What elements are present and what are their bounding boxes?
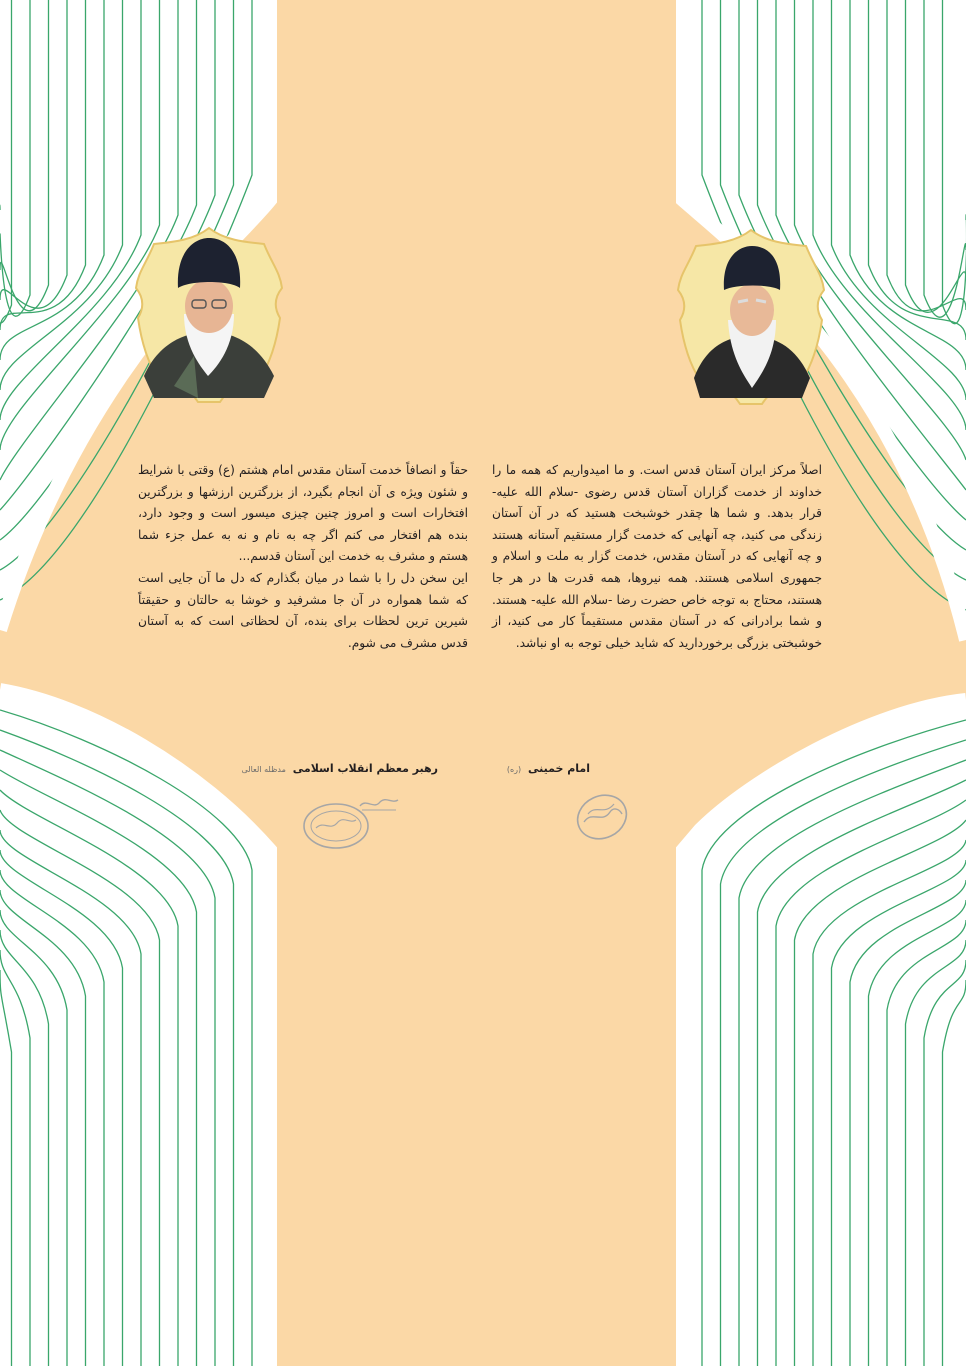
signature-khomeini xyxy=(507,762,590,775)
portrait-khomeini xyxy=(676,228,826,408)
signature-khamenei-title: رهبر معظم انقلاب اسلامی xyxy=(292,762,438,775)
quote-khomeini xyxy=(492,460,822,654)
quote-khamenei xyxy=(138,460,468,654)
quote-khomeini-text: اصلاً مرکز ایران آستان قدس است. و ما امیدواریم که همه ما را خداوند از خدمت گزاران آستان قدس رضوی -سلام الله علیه- قرار بدهد. و شما ها چقدر خوشبخت هستید که در آن آستان زندگی می کنید، چه آنهایی که خدمت گزار مستقیم آستانه هستند و چه آنهایی که در آستان مقدس، خدمت گزار به ملت و اسلام و جمهوری اسلامی هستند. همه نیروها، همه قدرت ها در هر جا هستند، محتاج به توجه خاص حضرت رضا -سلام الله علیه- هستند. و شما برادرانی که در آستان مقدس مستقیماً کار می کنید، از خوشبختی بزرگی برخوردارید که شاید خیلی توجه به او نباشد. xyxy=(492,463,822,650)
signature-khamenei-honorific: مدظله العالی xyxy=(241,765,286,774)
stripes-left-bottom xyxy=(0,710,252,1366)
signature-khomeini-honorific: (ره) xyxy=(506,765,522,774)
stripes-right-bottom xyxy=(702,720,966,1366)
quote-khamenei-paragraph-1: حقاً و انصافاً خدمت آستان مقدس امام هشتم (ع) وقتی با شرایط و شئون ویژه ی آن انجام بگیرد، از بزرگترین ارزشها و بزرگترین افتخارات است و امروز چنین چیزی میسور است و وجود دارد، بنده هم افتخار می کنم اگر چه به نام و نه به عمل جزء شما هستم و مشرف به خدمت این آستان قدسم... xyxy=(138,463,468,564)
quote-khamenei-paragraph-2: این سخن دل را با شما در میان بگذارم که دل ما آن جایی است که شما همواره در آن جا مشرفید و خوشا به حالتان و حقیقتاً شیرین ترین لحظات برای بنده، آن لحظاتی است که به آستان قدس مشرف می شوم. xyxy=(138,570,468,650)
portrait-khamenei xyxy=(134,226,284,406)
signature-khomeini-name: امام خمینی xyxy=(527,762,590,775)
signature-khamenei xyxy=(242,762,439,775)
calligraphy-seal-icon xyxy=(574,792,630,842)
calligraphy-seal-icon xyxy=(300,790,400,852)
